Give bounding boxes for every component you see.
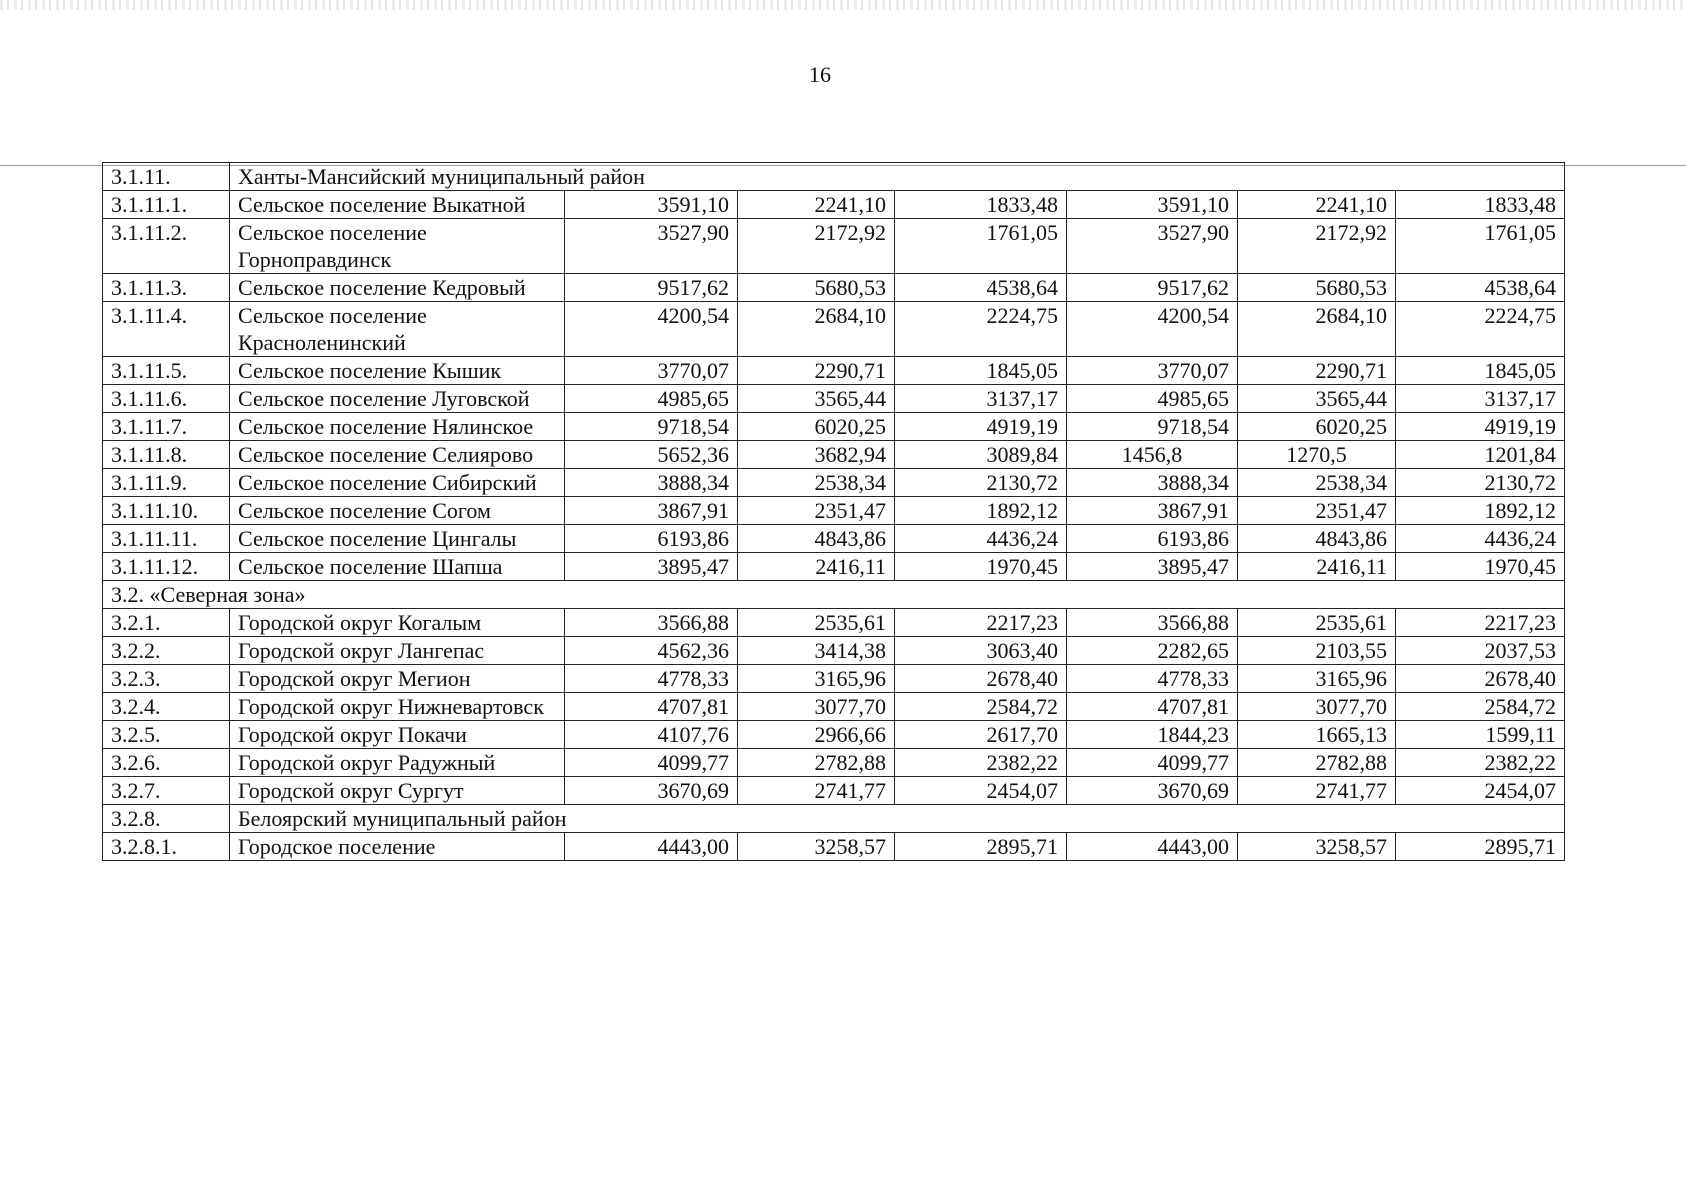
group-row xyxy=(103,163,1565,191)
value-cell: 2290,71 xyxy=(1238,357,1396,385)
value-cell: 2535,61 xyxy=(1238,609,1396,637)
row-code: 3.1.11.5. xyxy=(103,357,230,385)
row-name: Сельское поселение Сибирский xyxy=(230,469,565,497)
value-cell: 3670,69 xyxy=(1067,777,1238,805)
value-cell: 4778,33 xyxy=(1067,665,1238,693)
value-cell: 3591,10 xyxy=(565,191,738,219)
value-cell: 4778,33 xyxy=(565,665,738,693)
row-code: 3.2.2. xyxy=(103,637,230,665)
value-cell: 2351,47 xyxy=(738,497,895,525)
row-name: Сельское поселение Горноправдинск xyxy=(230,219,565,274)
value-cell: 3137,17 xyxy=(1396,385,1565,413)
row-name: Сельское поселение Согом xyxy=(230,497,565,525)
row-name: Сельское поселение Кедровый xyxy=(230,274,565,302)
value-cell: 3414,38 xyxy=(738,637,895,665)
value-cell: 2684,10 xyxy=(738,302,895,357)
row-name: Городской округ Когалым xyxy=(230,609,565,637)
value-cell: 3165,96 xyxy=(738,665,895,693)
row-name: Сельское поселение Кышик xyxy=(230,357,565,385)
table-row xyxy=(103,413,1565,441)
table-row xyxy=(103,191,1565,219)
value-cell: 2895,71 xyxy=(895,833,1067,861)
table-body xyxy=(103,163,1565,861)
row-code: 3.1.11.10. xyxy=(103,497,230,525)
row-code: 3.1.11.9. xyxy=(103,469,230,497)
value-cell: 2782,88 xyxy=(1238,749,1396,777)
table-row xyxy=(103,693,1565,721)
row-name: Городской округ Сургут xyxy=(230,777,565,805)
value-cell: 4436,24 xyxy=(1396,525,1565,553)
value-cell: 9517,62 xyxy=(565,274,738,302)
row-code: 3.1.11.6. xyxy=(103,385,230,413)
value-cell: 2103,55 xyxy=(1238,637,1396,665)
value-cell: 3682,94 xyxy=(738,441,895,469)
value-cell: 1665,13 xyxy=(1238,721,1396,749)
value-cell: 3077,70 xyxy=(738,693,895,721)
table-row xyxy=(103,833,1565,861)
value-cell: 6193,86 xyxy=(565,525,738,553)
value-cell: 3063,40 xyxy=(895,637,1067,665)
value-cell: 1892,12 xyxy=(1396,497,1565,525)
value-cell: 3566,88 xyxy=(565,609,738,637)
value-cell: 4985,65 xyxy=(1067,385,1238,413)
row-code: 3.1.11.8. xyxy=(103,441,230,469)
value-cell: 2130,72 xyxy=(895,469,1067,497)
table-row xyxy=(103,553,1565,581)
value-cell: 2416,11 xyxy=(1238,553,1396,581)
row-code: 3.1.11.4. xyxy=(103,302,230,357)
value-cell: 3895,47 xyxy=(565,553,738,581)
value-cell: 2782,88 xyxy=(738,749,895,777)
value-cell: 9517,62 xyxy=(1067,274,1238,302)
table-row xyxy=(103,385,1565,413)
value-cell: 4436,24 xyxy=(895,525,1067,553)
value-cell: 2454,07 xyxy=(895,777,1067,805)
value-cell: 4200,54 xyxy=(565,302,738,357)
value-cell: 2741,77 xyxy=(1238,777,1396,805)
value-cell: 4107,76 xyxy=(565,721,738,749)
table-row xyxy=(103,497,1565,525)
value-cell: 2678,40 xyxy=(895,665,1067,693)
value-cell: 1970,45 xyxy=(895,553,1067,581)
row-name: Сельское поселение Селиярово xyxy=(230,441,565,469)
value-cell: 9718,54 xyxy=(565,413,738,441)
row-code: 3.2.8. xyxy=(103,805,230,833)
value-cell: 4200,54 xyxy=(1067,302,1238,357)
value-cell: 3770,07 xyxy=(1067,357,1238,385)
value-cell: 2172,92 xyxy=(1238,219,1396,274)
value-cell: 3670,69 xyxy=(565,777,738,805)
value-cell: 4843,86 xyxy=(738,525,895,553)
value-cell: 3591,10 xyxy=(1067,191,1238,219)
row-name: Городской округ Нижневартовск xyxy=(230,693,565,721)
table-row xyxy=(103,525,1565,553)
value-cell: 2282,65 xyxy=(1067,637,1238,665)
value-cell: 2172,92 xyxy=(738,219,895,274)
value-cell: 2224,75 xyxy=(1396,302,1565,357)
value-cell: 2584,72 xyxy=(1396,693,1565,721)
row-code: 3.1.11.7. xyxy=(103,413,230,441)
row-code: 3.1.11.3. xyxy=(103,274,230,302)
table-row xyxy=(103,777,1565,805)
table-row xyxy=(103,441,1565,469)
row-name: Городской округ Мегион xyxy=(230,665,565,693)
row-name: Сельское поселение Красноленинский xyxy=(230,302,565,357)
value-cell: 1270,5 xyxy=(1238,441,1396,469)
table-row xyxy=(103,609,1565,637)
value-cell: 4443,00 xyxy=(1067,833,1238,861)
value-cell: 4538,64 xyxy=(1396,274,1565,302)
value-cell: 3566,88 xyxy=(1067,609,1238,637)
row-code: 3.2.8.1. xyxy=(103,833,230,861)
value-cell: 4099,77 xyxy=(1067,749,1238,777)
table-row xyxy=(103,219,1565,274)
table-row xyxy=(103,274,1565,302)
value-cell: 2895,71 xyxy=(1396,833,1565,861)
row-name: Сельское поселение Выкатной xyxy=(230,191,565,219)
value-cell: 3565,44 xyxy=(1238,385,1396,413)
value-cell: 2678,40 xyxy=(1396,665,1565,693)
value-cell: 2454,07 xyxy=(1396,777,1565,805)
row-name: Сельское поселение Шапша xyxy=(230,553,565,581)
row-code: 3.2.7. xyxy=(103,777,230,805)
value-cell: 3565,44 xyxy=(738,385,895,413)
value-cell: 3527,90 xyxy=(565,219,738,274)
value-cell: 2584,72 xyxy=(895,693,1067,721)
value-cell: 2241,10 xyxy=(1238,191,1396,219)
value-cell: 2538,34 xyxy=(1238,469,1396,497)
row-name: Сельское поселение Нялинское xyxy=(230,413,565,441)
value-cell: 5680,53 xyxy=(738,274,895,302)
value-cell: 3888,34 xyxy=(565,469,738,497)
value-cell: 6193,86 xyxy=(1067,525,1238,553)
row-name: Городское поселение xyxy=(230,833,565,861)
value-cell: 4443,00 xyxy=(565,833,738,861)
table-row xyxy=(103,302,1565,357)
group-label: Ханты-Мансийский муниципальный район xyxy=(230,163,1565,191)
value-cell: 1844,23 xyxy=(1067,721,1238,749)
page-number: 16 xyxy=(809,62,831,87)
value-cell: 3527,90 xyxy=(1067,219,1238,274)
value-cell: 2741,77 xyxy=(738,777,895,805)
row-code: 3.2.1. xyxy=(103,609,230,637)
value-cell: 4707,81 xyxy=(565,693,738,721)
section-label: 3.2. «Северная зона» xyxy=(103,581,1565,609)
group-row xyxy=(103,805,1565,833)
value-cell: 2684,10 xyxy=(1238,302,1396,357)
value-cell: 3895,47 xyxy=(1067,553,1238,581)
value-cell: 3077,70 xyxy=(1238,693,1396,721)
section-row xyxy=(103,581,1565,609)
value-cell: 6020,25 xyxy=(738,413,895,441)
value-cell: 4538,64 xyxy=(895,274,1067,302)
value-cell: 4843,86 xyxy=(1238,525,1396,553)
value-cell: 1833,48 xyxy=(1396,191,1565,219)
value-cell: 1970,45 xyxy=(1396,553,1565,581)
row-code: 3.2.5. xyxy=(103,721,230,749)
tariff-table xyxy=(102,162,1565,861)
value-cell: 2037,53 xyxy=(1396,637,1565,665)
table-row xyxy=(103,721,1565,749)
value-cell: 3165,96 xyxy=(1238,665,1396,693)
value-cell: 3888,34 xyxy=(1067,469,1238,497)
table-row xyxy=(103,637,1565,665)
value-cell: 1761,05 xyxy=(1396,219,1565,274)
value-cell: 3258,57 xyxy=(1238,833,1396,861)
value-cell: 2241,10 xyxy=(738,191,895,219)
value-cell: 2535,61 xyxy=(738,609,895,637)
value-cell: 4985,65 xyxy=(565,385,738,413)
value-cell: 3089,84 xyxy=(895,441,1067,469)
table-row xyxy=(103,357,1565,385)
value-cell: 5680,53 xyxy=(1238,274,1396,302)
value-cell: 2416,11 xyxy=(738,553,895,581)
value-cell: 1761,05 xyxy=(895,219,1067,274)
value-cell: 2224,75 xyxy=(895,302,1067,357)
row-name: Городской округ Лангепас xyxy=(230,637,565,665)
row-name: Городской округ Радужный xyxy=(230,749,565,777)
value-cell: 4919,19 xyxy=(895,413,1067,441)
scan-edge-artifact xyxy=(0,0,1686,10)
value-cell: 1833,48 xyxy=(895,191,1067,219)
row-code: 3.2.4. xyxy=(103,693,230,721)
value-cell: 2966,66 xyxy=(738,721,895,749)
value-cell: 2130,72 xyxy=(1396,469,1565,497)
value-cell: 2217,23 xyxy=(1396,609,1565,637)
row-code: 3.1.11.1. xyxy=(103,191,230,219)
value-cell: 2538,34 xyxy=(738,469,895,497)
value-cell: 1599,11 xyxy=(1396,721,1565,749)
value-cell: 1845,05 xyxy=(895,357,1067,385)
table-row xyxy=(103,749,1565,777)
value-cell: 4099,77 xyxy=(565,749,738,777)
row-code: 3.2.3. xyxy=(103,665,230,693)
value-cell: 2290,71 xyxy=(738,357,895,385)
value-cell: 1845,05 xyxy=(1396,357,1565,385)
value-cell: 3258,57 xyxy=(738,833,895,861)
value-cell: 9718,54 xyxy=(1067,413,1238,441)
row-code: 3.1.11.11. xyxy=(103,525,230,553)
row-code: 3.1.11.2. xyxy=(103,219,230,274)
value-cell: 3867,91 xyxy=(565,497,738,525)
value-cell: 2617,70 xyxy=(895,721,1067,749)
value-cell: 2382,22 xyxy=(895,749,1067,777)
row-code: 3.2.6. xyxy=(103,749,230,777)
value-cell: 3770,07 xyxy=(565,357,738,385)
value-cell: 5652,36 xyxy=(565,441,738,469)
value-cell: 3137,17 xyxy=(895,385,1067,413)
value-cell: 6020,25 xyxy=(1238,413,1396,441)
row-name: Сельское поселение Луговской xyxy=(230,385,565,413)
value-cell: 3867,91 xyxy=(1067,497,1238,525)
value-cell: 2351,47 xyxy=(1238,497,1396,525)
row-name: Городской округ Покачи xyxy=(230,721,565,749)
row-name: Сельское поселение Цингалы xyxy=(230,525,565,553)
row-code: 3.1.11.12. xyxy=(103,553,230,581)
group-label: Белоярский муниципальный район xyxy=(230,805,1565,833)
value-cell: 1892,12 xyxy=(895,497,1067,525)
value-cell: 1201,84 xyxy=(1396,441,1565,469)
value-cell: 4562,36 xyxy=(565,637,738,665)
value-cell: 4707,81 xyxy=(1067,693,1238,721)
value-cell: 4919,19 xyxy=(1396,413,1565,441)
row-code: 3.1.11. xyxy=(103,163,230,191)
table-row xyxy=(103,469,1565,497)
value-cell: 2217,23 xyxy=(895,609,1067,637)
value-cell: 2382,22 xyxy=(1396,749,1565,777)
table-row xyxy=(103,665,1565,693)
value-cell: 1456,8 xyxy=(1067,441,1238,469)
